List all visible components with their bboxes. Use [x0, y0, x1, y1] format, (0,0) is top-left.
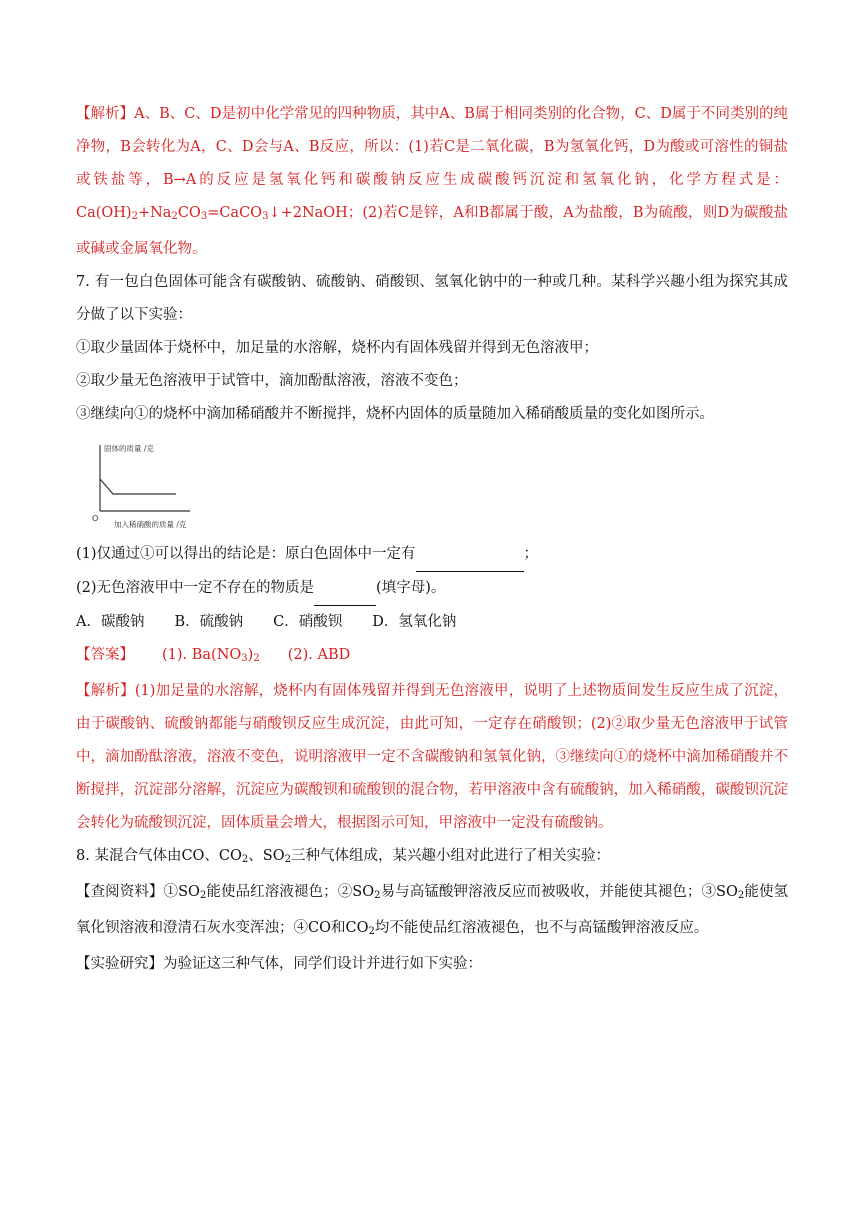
option-c[interactable]: C．硝酸钡: [273, 614, 343, 630]
subscript: 2: [199, 890, 207, 901]
subscript: 2: [171, 211, 178, 222]
sub-question-text: (填字母)。: [376, 580, 446, 596]
question-8-reference: [76, 876, 788, 948]
equation-part: CO: [177, 205, 201, 221]
question-7-sub-2: [76, 572, 788, 606]
stem-part: 三种气体组成，某兴趣小组对此进行了相关实验：: [291, 848, 610, 864]
answer-blank-2[interactable]: [314, 572, 376, 606]
sub-question-text: (1)仅通过①可以得出的结论是：原白色固体中一定有: [76, 546, 416, 562]
analysis-text: A、B、C、D是初中化学常见的四种物质，其中A、B属于相同类别的化合物，C、D属于不同类别的纯净物，B会转化为A，C、D会与A、B反应，所以：(1)若C是二氧化碳，B为氢氧化钙，D为酸或可溶性的铜盐或铁盐等，B→A的反应是氢氧化钙和碳酸钠反应生成碳酸钙沉淀和氢氧化钠，化学方程式是：: [76, 106, 789, 188]
question-7-step-1: ①取少量固体于烧杯中，加足量的水溶解，烧杯内有固体残留并得到无色溶液甲；: [76, 340, 598, 356]
ref-part: ①SO: [163, 884, 200, 900]
subscript: 2: [253, 653, 260, 664]
ref-part: 能使品红溶液褪色；②SO: [206, 884, 375, 900]
sub-question-text: ；: [523, 546, 539, 562]
study-text: 为验证这三种气体，同学们设计并进行如下实验：: [163, 956, 482, 972]
sub-question-text: (2)无色溶液甲中一定不存在的物质是: [76, 580, 315, 596]
document-page: [76, 98, 788, 981]
answer-tag: 【答案】: [76, 647, 134, 663]
equation-part: Ca(OH): [76, 205, 132, 221]
question-7-step-2: ②取少量无色溶液甲于试管中，滴加酚酞溶液，溶液不变色；: [76, 373, 468, 389]
question-7-analysis: [76, 675, 788, 840]
question-8-study: [76, 948, 788, 981]
reference-tag: 【查阅资料】: [76, 884, 164, 900]
analysis-paragraph-q6: [76, 98, 788, 266]
ref-part: 易与高锰酸钾溶液反应而被吸收，并能使其褪色；③SO: [380, 884, 738, 900]
analysis-text: (1)加足量的水溶解，烧杯内有固体残留并得到无色溶液甲，说明了上述物质间发生反应生成了沉淀，由于碳酸钠、硫酸钠都能与硝酸钡反应生成沉淀，由此可知，一定存在硝酸钡；(2)②取少量无色溶液甲于试管中，滴加酚酞溶液，溶液不变色，说明溶液甲一定不含碳酸钠和氢氧化钠，③继续向①的烧杯中滴加稀硝酸并不断搅拌，沉淀部分溶解，沉淀应为碳酸钡和硫酸钡的混合物，若甲溶液中含有硫酸钠，加入稀硝酸，碳酸钡沉淀会转化为硫酸钡沉淀，固体质量会增大，根据图示可知，甲溶液中一定没有硫酸钠。: [76, 683, 789, 831]
question-8-stem: [76, 840, 788, 876]
subscript: 2: [368, 926, 375, 937]
question-7-stem: 7. 有一包白色固体可能含有碳酸钠、硫酸钠、硝酸钡、氢氧化钠中的一种或几种。某科学兴趣小组为探究其成分做了以下实验：: [76, 274, 788, 323]
ref-part: 能使氢氧化钡溶液和澄清石灰水变浑浊；④CO和CO: [76, 884, 789, 936]
mass-graph-svg: [84, 439, 224, 534]
study-tag: 【实验研究】: [76, 956, 163, 972]
subscript: 2: [241, 854, 249, 865]
answer-part: (1). Ba(NO: [162, 647, 242, 663]
answer-blank-1[interactable]: [416, 538, 524, 572]
subscript: 3: [200, 211, 208, 222]
analysis-tag: 【解析】: [76, 683, 135, 699]
origin-label: O: [92, 514, 99, 523]
x-axis-label: 加入稀硝酸的质量 /克: [114, 520, 187, 529]
option-a[interactable]: A．碳酸钠: [76, 614, 145, 630]
subscript: 2: [284, 854, 291, 865]
option-b[interactable]: B．硫酸钠: [174, 614, 244, 630]
stem-part: 8. 某混合气体由CO、CO: [76, 848, 242, 864]
y-axis-label: 固体的质量 /克: [104, 444, 154, 453]
subscript: 2: [737, 890, 745, 901]
answer-2: (2). ABD: [287, 647, 351, 663]
subscript: 3: [262, 211, 269, 222]
subscript: 2: [131, 211, 138, 222]
equation-part: =CaCO: [207, 205, 263, 221]
option-d[interactable]: D．氢氧化钠: [372, 614, 457, 630]
analysis-tag: 【解析】: [76, 106, 135, 122]
answer-part: ): [247, 647, 254, 663]
question-7-sub-1: [76, 538, 788, 572]
equation-part: +Na: [137, 205, 172, 221]
mass-graph: [84, 439, 224, 534]
subscript: 3: [241, 653, 248, 664]
stem-part: 、SO: [248, 848, 285, 864]
question-7-options: [76, 606, 788, 639]
question-7-answer: [76, 639, 788, 675]
mass-curve: [100, 479, 176, 494]
ref-part: 均不能使品红溶液褪色，也不与高锰酸钾溶液反应。: [374, 920, 709, 936]
answer-1: [162, 647, 260, 663]
question-7-step-3: ③继续向①的烧杯中滴加稀硝酸并不断搅拌，烧杯内固体的质量随加入稀硝酸质量的变化如图所示。: [76, 406, 714, 422]
subscript: 2: [374, 890, 381, 901]
equation-part: ↓+2NaOH；(2)若C是锌，A和B都属于酸，A为盐酸，B为硫酸，则D为碳酸盐或碱或金属氧化物。: [76, 205, 788, 257]
